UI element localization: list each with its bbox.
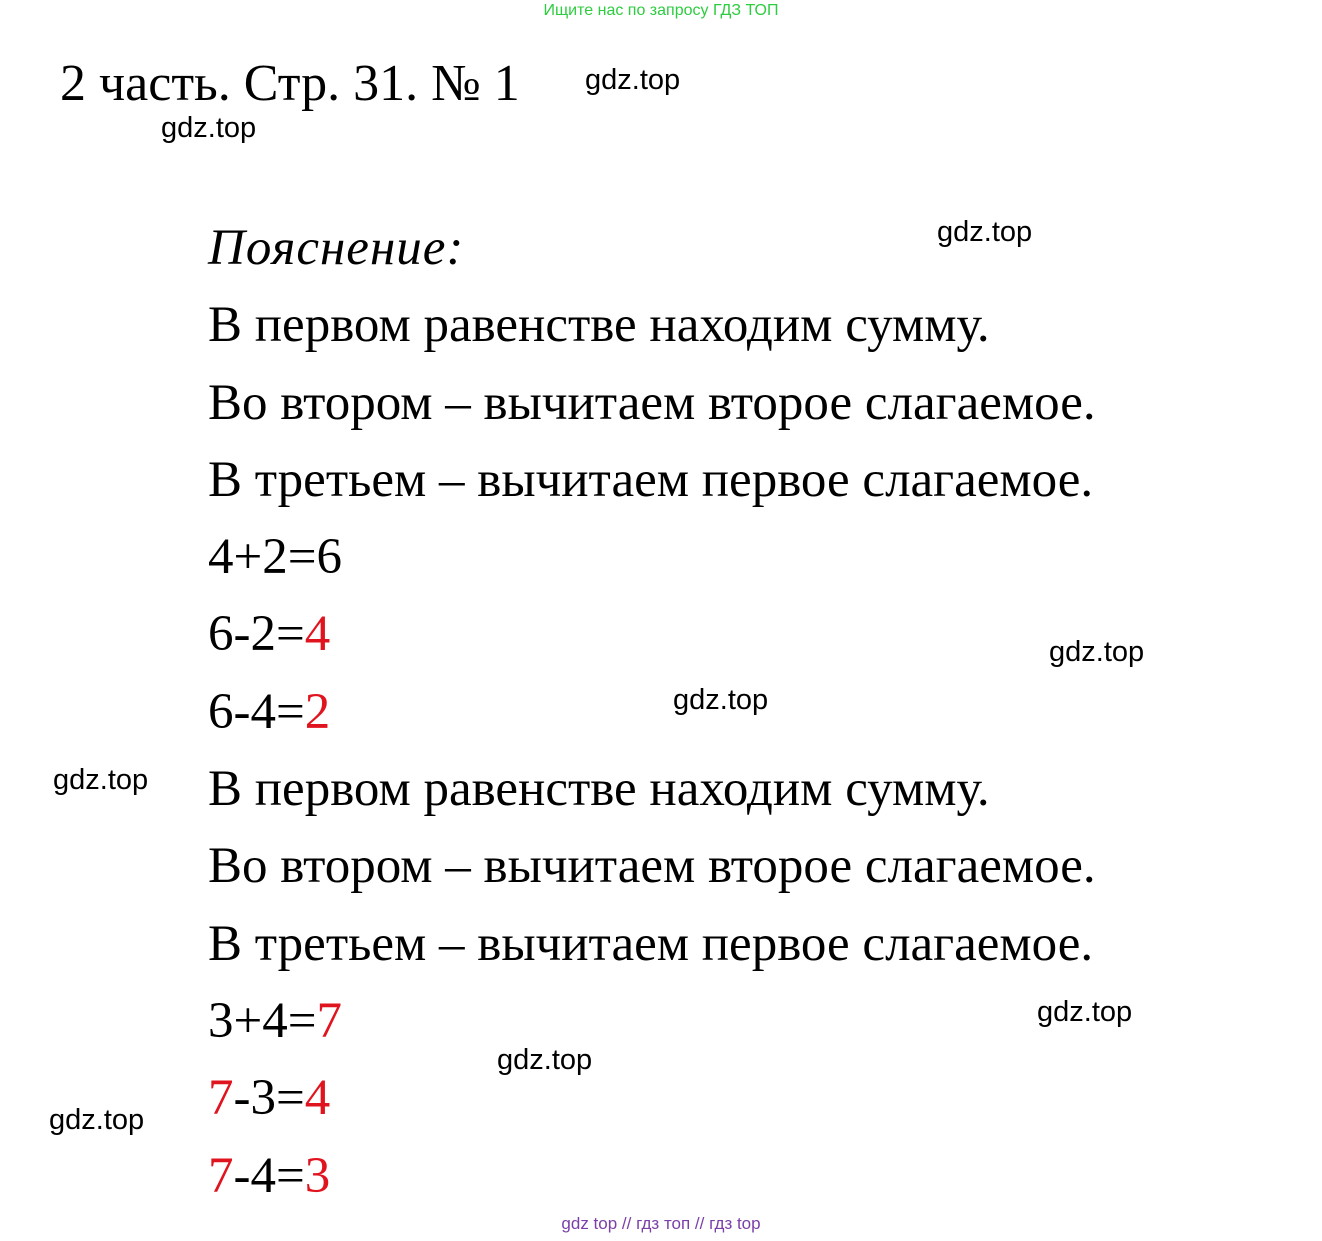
- explanation-line: В первом равенстве находим сумму.: [208, 761, 990, 818]
- equation-part: 4+2=6: [208, 529, 343, 586]
- watermark: gdz.top: [1037, 996, 1133, 1028]
- equation: [208, 596, 1096, 673]
- explanation-heading: Пояснение:: [208, 220, 465, 276]
- watermark: gdz.top: [49, 1104, 145, 1136]
- watermark: gdz.top: [53, 764, 149, 796]
- watermark: gdz.top: [1049, 636, 1145, 668]
- top-banner[interactable]: Ищите нас по запросу ГДЗ ТОП: [543, 2, 779, 19]
- equation: [208, 674, 1096, 751]
- equation-answer: 2: [304, 683, 331, 740]
- page-title: 2 часть. Стр. 31. № 1: [60, 55, 520, 112]
- equation: [208, 983, 1096, 1060]
- equation-part: 6-4=: [208, 683, 305, 740]
- footer-links[interactable]: gdz top // гдз топ // гдз top: [561, 1214, 761, 1233]
- explanation-line: Во втором – вычитаем второе слагаемое.: [208, 838, 1096, 895]
- equation-answer: 7: [208, 1147, 234, 1204]
- explanation-line: В третьем – вычитаем первое слагаемое.: [208, 451, 1094, 508]
- equation-part: 6-2=: [208, 606, 305, 663]
- equation-answer: 7: [316, 992, 343, 1049]
- watermark: gdz.top: [585, 64, 681, 96]
- equation-answer: 4: [304, 1070, 331, 1127]
- explanation-line: В третьем – вычитаем первое слагаемое.: [208, 915, 1094, 972]
- equation: [208, 1138, 1096, 1215]
- equation-part: -4=: [233, 1147, 305, 1204]
- equation-answer: 3: [304, 1147, 331, 1204]
- watermark: gdz.top: [673, 684, 769, 716]
- explanation-line: В первом равенстве находим сумму.: [208, 297, 990, 354]
- equation-part: 3+4=: [208, 992, 317, 1049]
- equation: [208, 1060, 1096, 1137]
- equation-answer: 7: [208, 1070, 234, 1127]
- watermark: gdz.top: [497, 1044, 593, 1076]
- watermark: gdz.top: [161, 112, 257, 144]
- explanation-line: Во втором – вычитаем второе слагаемое.: [208, 374, 1096, 431]
- equation-part: -3=: [233, 1070, 305, 1127]
- solution-content: [208, 210, 1096, 1215]
- watermark: gdz.top: [937, 216, 1033, 248]
- equation: [208, 519, 1096, 596]
- equation-answer: 4: [304, 606, 331, 663]
